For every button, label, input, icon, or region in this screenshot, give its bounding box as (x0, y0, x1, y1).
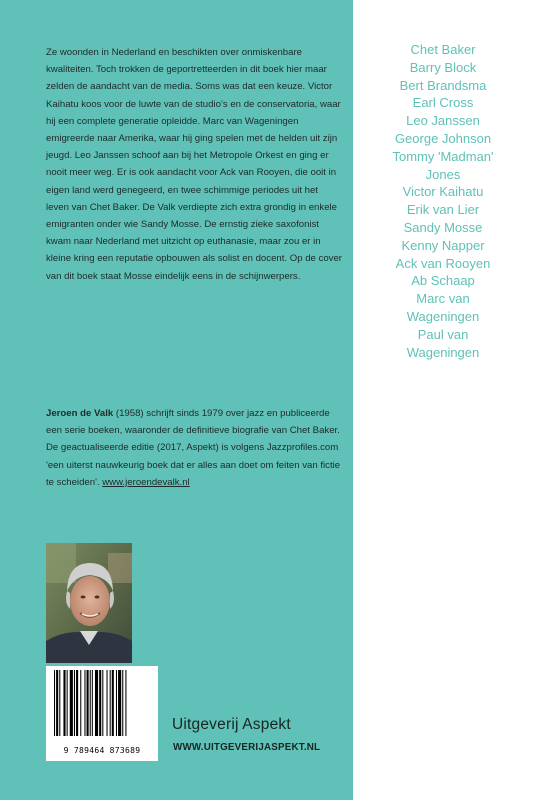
cover-blurb (46, 44, 342, 285)
isbn-barcode (46, 666, 158, 761)
musician-name: Jones (425, 166, 461, 182)
musician-list (353, 41, 533, 361)
author-website-link[interactable]: www.jeroendevalk.nl (102, 476, 190, 488)
musician-name: Erik van Lier (406, 202, 480, 218)
author-bio (46, 405, 342, 491)
musician-name: Bert Brandsma (399, 77, 487, 93)
author-bio-text: (1958) schrijft sinds 1979 over jazz en publiceerde een serie boeken, waaronder de definitieve biografie van Chet Baker. De geactualiseerde editie (2017, Aspekt) is volgens Jazzprofiles.com 'een uiterst nauwkeurig boek dat er alles aan doet om feiten van fictie te scheiden'. (46, 408, 341, 488)
musician-name: Tommy 'Madman' (392, 148, 494, 164)
publisher-name: Uitgeverij Aspekt (172, 716, 291, 733)
isbn-digits: 9 789464 873689 (63, 746, 141, 755)
musician-name: Paul van (417, 326, 469, 342)
author-name: Jeroen de Valk (46, 408, 114, 419)
musician-name: Victor Kaihatu (402, 184, 484, 200)
musician-name: Kenny Napper (401, 237, 485, 253)
musician-name: Chet Baker (410, 42, 476, 57)
musician-name: Ab Schaap (411, 273, 475, 289)
musician-name: Earl Cross (412, 95, 474, 111)
musician-name: Marc van (416, 291, 470, 307)
musician-name: Wageningen (406, 344, 480, 360)
musician-name: Barry Block (409, 59, 477, 75)
musician-name: George Johnson (394, 130, 492, 146)
musician-name: Leo Janssen (406, 113, 480, 129)
musician-name: Sandy Mosse (403, 219, 483, 235)
author-photo (46, 543, 132, 663)
blurb-paragraph: Ze woonden in Nederland en beschikten over onmiskenbare kwaliteiten. Toch trokken de geportretteerden in dit boek hier maar zelden de aandacht van de media. Soms was dat een keuze. Victor Kaihatu koos voor de luwte van de studio’s en de conservatoria, waar hij een complete generatie opleidde. Marc van Wageningen emigreerde naar Amerika, waar hij ging spelen met de helden uit zijn jeugd. Leo Janssen schoof aan bij het Metropole Orkest en ging er nooit meer weg. Er is ook aandacht voor Ack van Rooyen, die ooit in eigen land werd genegeerd, en twee schimmige periodes uit het leven van Chet Baker. De Valk verdiepte zich extra grondig in enkele emigranten onder wie Sandy Mosse. De ernstig zieke saxofonist kwam naar Nederland met uitzicht op euthanasie, maar zou er in kleine kring een reputatie opbouwen als solist en docent. Op de cover van dit boek staat Mosse eindelijk eens in de schijnwerpers. (46, 47, 342, 282)
musician-name: Ack van Rooyen (395, 255, 491, 271)
publisher-url: WWW.UITGEVERIJASPEKT.NL (173, 742, 321, 753)
musician-name: Wageningen (406, 308, 480, 324)
